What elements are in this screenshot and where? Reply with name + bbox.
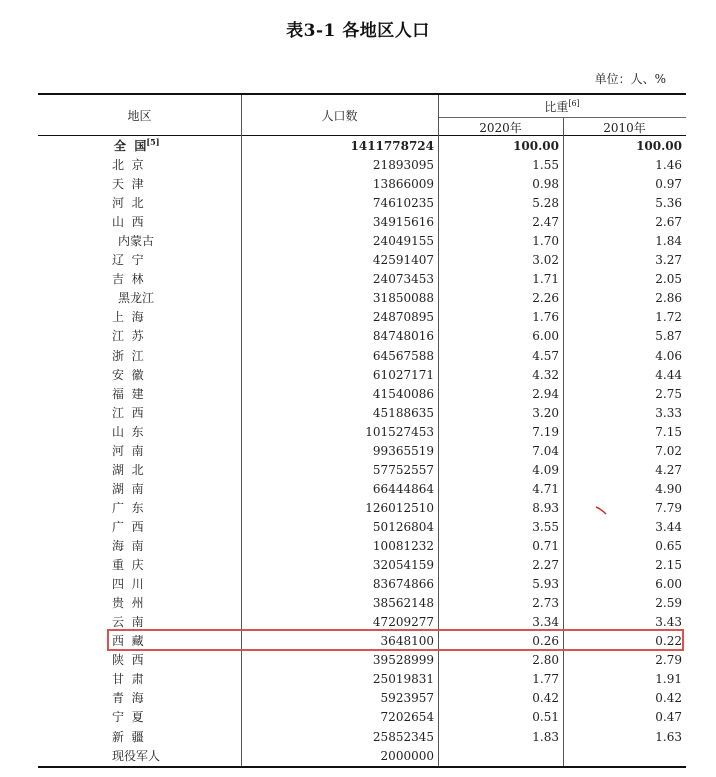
table-row xyxy=(38,347,686,366)
cell-population: 34915616 xyxy=(372,215,434,230)
cell-share-2010: 2.67 xyxy=(655,215,682,230)
cell-region: 陕 西 xyxy=(112,653,144,668)
table-row xyxy=(38,689,686,708)
cell-share-2020: 1.83 xyxy=(532,729,559,744)
cell-region: 吉 林 xyxy=(112,272,144,287)
header-2010-label: 2010年 xyxy=(603,121,646,135)
cell-share-2010: 0.97 xyxy=(655,177,682,192)
cell-population: 25019831 xyxy=(372,672,434,687)
cell-share-2020: 0.71 xyxy=(532,539,559,553)
cell-share-2010: 5.36 xyxy=(655,196,682,211)
table-row xyxy=(38,499,686,518)
cell-population: 45188635 xyxy=(372,405,434,420)
cell-population: 64567588 xyxy=(372,348,434,363)
table-row xyxy=(38,728,686,747)
cell-population: 21893095 xyxy=(372,158,434,172)
cell-population: 13866009 xyxy=(372,177,434,192)
cell-region: 福 建 xyxy=(112,386,144,401)
table-row xyxy=(38,423,686,442)
table-row xyxy=(38,480,686,499)
cell-share-2010: 4.44 xyxy=(655,367,682,382)
cell-region: 四 川 xyxy=(112,577,144,592)
subheader-rule xyxy=(438,117,686,118)
header-share-label: 比重 xyxy=(544,100,569,114)
cell-region: 北 京 xyxy=(112,158,144,172)
cell-share-2010: 2.79 xyxy=(655,653,682,668)
cell-share-2010: 4.06 xyxy=(655,348,682,363)
cell-share-2020: 2.94 xyxy=(532,386,559,401)
cell-share-2020: 2.27 xyxy=(532,558,559,573)
cell-share-2020: 3.55 xyxy=(532,519,559,534)
cell-population: 24870895 xyxy=(372,310,434,325)
cell-population: 74610235 xyxy=(372,196,434,211)
total-region-note: [5] xyxy=(146,137,160,147)
table-row xyxy=(38,747,686,766)
cell-share-2020: 5.28 xyxy=(532,196,559,211)
cell-share-2020: 0.42 xyxy=(532,691,559,706)
table-row xyxy=(38,289,686,308)
table-row xyxy=(38,651,686,670)
cell-share-2010: 2.75 xyxy=(655,386,682,401)
cell-share-2020: 4.09 xyxy=(532,462,559,477)
cell-region: 浙 江 xyxy=(112,348,144,363)
cell-share-2010: 0.22 xyxy=(655,634,682,649)
cell-share-2020: 1.77 xyxy=(532,672,559,687)
cell-share-2010: 2.15 xyxy=(655,558,682,573)
cell-share-2020: 0.26 xyxy=(532,634,559,649)
table-row xyxy=(38,156,686,175)
cell-population: 39528999 xyxy=(372,653,434,668)
cell-region: 青 海 xyxy=(112,691,144,706)
table-row xyxy=(38,213,686,232)
cell-share-2020: 4.57 xyxy=(532,348,559,363)
total-population: 1411778724 xyxy=(350,139,434,153)
cell-share-2010: 2.05 xyxy=(655,272,682,287)
table-row xyxy=(38,575,686,594)
cell-share-2010: 6.00 xyxy=(655,577,682,592)
header-share xyxy=(438,98,686,115)
cell-share-2020: 1.70 xyxy=(532,234,559,249)
cell-share-2010: 1.84 xyxy=(655,234,682,249)
cell-population: 126012510 xyxy=(365,500,434,515)
cell-share-2020: 0.51 xyxy=(532,710,559,725)
cell-region: 辽 宁 xyxy=(112,253,144,268)
cell-share-2020: 1.76 xyxy=(532,310,559,325)
cell-region: 天 津 xyxy=(112,177,144,192)
cell-share-2010: 0.47 xyxy=(655,710,682,725)
cell-region: 河 南 xyxy=(112,443,144,458)
cell-population: 50126804 xyxy=(372,519,434,534)
table-row xyxy=(38,194,686,213)
header-2020-label: 2020年 xyxy=(479,121,522,135)
cell-share-2020: 4.71 xyxy=(532,481,559,496)
unit-label: 单位：人、% xyxy=(594,72,666,86)
cell-population: 2000000 xyxy=(380,748,434,763)
cell-region: 重 庆 xyxy=(112,558,144,573)
cell-share-2020: 7.04 xyxy=(532,443,559,458)
cell-population: 47209277 xyxy=(372,615,434,630)
cell-population: 84748016 xyxy=(372,329,434,344)
red-mark-icon xyxy=(595,505,607,515)
cell-population: 3648100 xyxy=(380,634,434,649)
cell-share-2010: 1.46 xyxy=(655,158,682,172)
cell-share-2010: 0.42 xyxy=(655,691,682,706)
total-region-label: 全 国 xyxy=(114,139,147,153)
table-row xyxy=(38,251,686,270)
header-share-note: [6] xyxy=(568,99,580,108)
cell-region: 甘 肃 xyxy=(112,672,144,687)
cell-population: 25852345 xyxy=(372,729,434,744)
cell-region: 新 疆 xyxy=(112,729,144,744)
cell-population: 57752557 xyxy=(372,462,434,477)
cell-share-2020: 0.98 xyxy=(532,177,559,192)
header-2010 xyxy=(563,119,686,136)
table-row xyxy=(38,461,686,480)
table-row xyxy=(38,385,686,404)
cell-share-2020: 3.20 xyxy=(532,405,559,420)
table-row xyxy=(38,537,686,556)
table-row xyxy=(38,232,686,251)
table-row-total xyxy=(38,137,686,156)
cell-share-2020: 4.32 xyxy=(532,367,559,382)
cell-population: 99365519 xyxy=(372,443,434,458)
cell-share-2010: 2.59 xyxy=(655,596,682,611)
cell-share-2020: 2.73 xyxy=(532,596,559,611)
total-share-2020: 100.00 xyxy=(513,139,559,153)
cell-region: 湖 南 xyxy=(112,481,144,496)
top-rule xyxy=(38,93,686,95)
cell-share-2010: 5.87 xyxy=(655,329,682,344)
table-row xyxy=(38,556,686,575)
table-row xyxy=(38,442,686,461)
cell-share-2010: 1.91 xyxy=(655,672,682,687)
header-region-label: 地区 xyxy=(127,109,152,123)
cell-population: 66444864 xyxy=(372,481,434,496)
cell-population: 7202654 xyxy=(380,710,434,725)
header-region xyxy=(38,107,241,124)
cell-share-2010: 1.63 xyxy=(655,729,682,744)
cell-population: 38562148 xyxy=(372,596,434,611)
cell-region: 安 徽 xyxy=(112,367,144,382)
cell-share-2020: 1.71 xyxy=(532,272,559,287)
cell-share-2020: 2.47 xyxy=(532,215,559,230)
table-row xyxy=(38,594,686,613)
cell-share-2020: 3.34 xyxy=(532,615,559,630)
header-population-label: 人口数 xyxy=(321,109,358,123)
cell-region: 山 东 xyxy=(112,424,144,439)
cell-share-2020: 5.93 xyxy=(532,577,559,592)
cell-share-2010: 3.44 xyxy=(655,519,682,534)
cell-share-2020: 6.00 xyxy=(532,329,559,344)
cell-population: 24049155 xyxy=(372,234,434,249)
cell-share-2020: 8.93 xyxy=(532,500,559,515)
cell-region: 云 南 xyxy=(112,615,144,630)
cell-share-2020: 1.55 xyxy=(532,158,559,172)
table-row xyxy=(38,518,686,537)
cell-share-2010: 2.86 xyxy=(655,291,682,306)
cell-share-2010: 1.72 xyxy=(655,310,682,325)
cell-share-2010: 4.90 xyxy=(655,481,682,496)
cell-population: 83674866 xyxy=(372,577,434,592)
cell-region: 现役军人 xyxy=(112,748,161,763)
cell-population: 42591407 xyxy=(372,253,434,268)
total-share-2010: 100.00 xyxy=(636,139,682,153)
cell-share-2010: 3.43 xyxy=(655,615,682,630)
table-row xyxy=(38,308,686,327)
cell-region: 上 海 xyxy=(112,310,144,325)
bottom-rule xyxy=(38,766,686,768)
cell-share-2010: 7.02 xyxy=(655,443,682,458)
cell-region: 贵 州 xyxy=(112,596,144,611)
cell-share-2020: 2.26 xyxy=(532,291,559,306)
cell-population: 10081232 xyxy=(372,539,434,553)
cell-share-2020: 7.19 xyxy=(532,424,559,439)
header-population xyxy=(241,107,438,124)
cell-region: 广 西 xyxy=(112,519,144,534)
cell-population: 41540086 xyxy=(372,386,434,401)
table-row xyxy=(38,270,686,289)
table-row xyxy=(38,327,686,346)
cell-share-2010: 3.33 xyxy=(655,405,682,420)
cell-share-2010: 4.27 xyxy=(655,462,682,477)
cell-region: 黑龙江 xyxy=(118,291,155,306)
table-title: 表3-1 各地区人口 xyxy=(286,21,430,41)
table-row xyxy=(38,708,686,727)
cell-region: 宁 夏 xyxy=(112,710,144,725)
total-region xyxy=(114,137,160,156)
highlight-box-xizang xyxy=(107,629,684,651)
cell-region: 江 苏 xyxy=(112,329,144,344)
cell-share-2010: 3.27 xyxy=(655,253,682,268)
cell-share-2010: 7.79 xyxy=(655,500,682,515)
header-2020 xyxy=(438,119,563,136)
table-row xyxy=(38,175,686,194)
cell-population: 31850088 xyxy=(372,291,434,306)
cell-share-2020: 3.02 xyxy=(532,253,559,268)
cell-region: 广 东 xyxy=(112,500,144,515)
cell-share-2010: 7.15 xyxy=(655,424,682,439)
cell-population: 5923957 xyxy=(380,691,434,706)
table-row xyxy=(38,366,686,385)
table-row xyxy=(38,670,686,689)
cell-region: 西 藏 xyxy=(112,634,144,649)
cell-population: 101527453 xyxy=(365,424,434,439)
cell-share-2020: 2.80 xyxy=(532,653,559,668)
cell-region: 山 西 xyxy=(112,215,144,230)
table-row xyxy=(38,404,686,423)
cell-region: 河 北 xyxy=(112,196,144,211)
cell-share-2010: 0.65 xyxy=(655,539,682,553)
cell-region: 海 南 xyxy=(112,539,144,553)
cell-population: 61027171 xyxy=(372,367,434,382)
cell-region: 湖 北 xyxy=(112,462,144,477)
cell-population: 32054159 xyxy=(372,558,434,573)
cell-region: 内蒙古 xyxy=(118,234,155,249)
cell-population: 24073453 xyxy=(372,272,434,287)
cell-region: 江 西 xyxy=(112,405,144,420)
